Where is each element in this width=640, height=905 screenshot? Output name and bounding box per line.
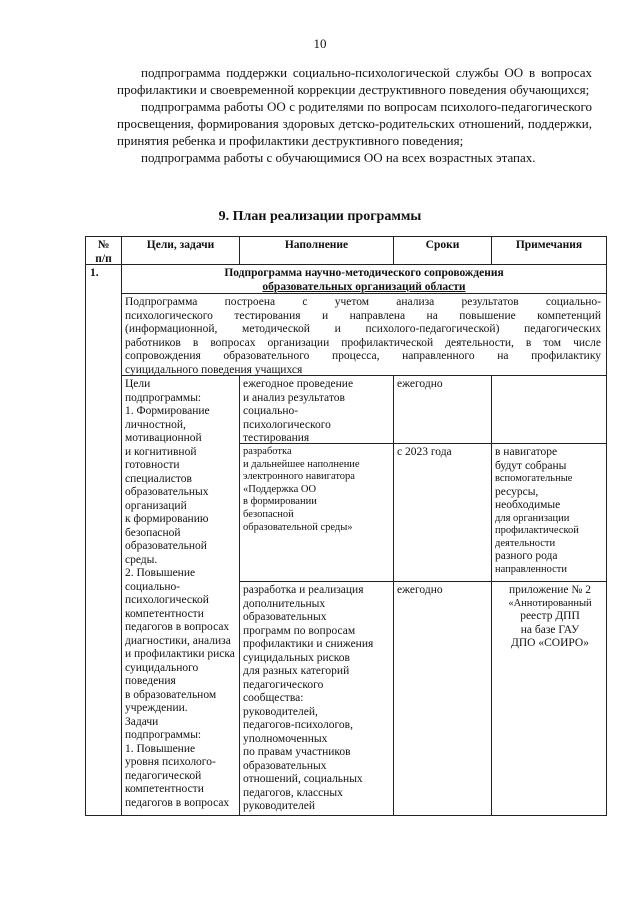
table-border [85,264,607,265]
goals-line: подпрограммы: [125,729,202,741]
goals-line: уровня психолого- [125,756,216,768]
goals-line: компетентности [125,783,204,795]
goals-line: образовательных [125,486,209,498]
table-border [85,815,607,816]
notes-line: разного рода [495,550,558,563]
goals-line: организаций [125,499,187,512]
table-border [606,236,607,816]
notes-line: в навигаторе [495,446,558,458]
notes-line: на базе ГАУ [520,623,580,636]
goals-line: суицидального [125,661,199,674]
notes-line: деятельности [495,537,556,549]
header-terms: Сроки [425,239,460,251]
goals-line: Цели [125,378,151,390]
goals-line: безопасной [125,526,181,539]
goals-line: 1. Формирование [125,405,210,417]
content-line: образовательной среды» [243,521,353,533]
goals-line: поведения [125,675,176,687]
description-line: суицидального поведения учащихся [125,363,303,376]
notes-line: направленности [495,563,568,575]
content-line: программ по вопросам [243,624,356,637]
table-border [85,236,607,237]
goals-line: к формированию [125,513,209,525]
subprogram-title-line: Подпрограмма научно-методического сопровождения [224,267,504,279]
content-line: социально- [243,405,299,417]
content-line: по правам участников [243,746,351,758]
content-line: руководителей [243,800,316,812]
intro-text [117,64,592,166]
content-line: для разных категорий [243,665,350,677]
content-line: уполномоченных [243,732,328,745]
header-number-line: п/п [95,252,112,265]
goals-line: Задачи [125,715,159,728]
goals-line: компетентности [125,607,204,620]
content-line: и анализ результатов [243,391,345,404]
subprogram-title-line: образовательных организаций области [262,280,466,293]
content-line: «Поддержка ОО [243,483,317,495]
notes-line: ДПО «СОИРО» [511,637,589,650]
notes-cell [495,446,605,576]
goals-line: психологической [125,594,209,606]
table-border [239,581,607,582]
notes-line: вспомогательные [495,473,573,484]
goals-line: среды. [125,553,158,566]
notes-line: приложение № 2 [508,584,592,596]
description-line: сопровождения образовательного процесса, направленного на профилактику [125,350,601,362]
goals-line: подпрограммы: [125,391,202,404]
page-number: 10 [313,36,327,51]
table-border [85,236,86,816]
intro-paragraph: подпрограмма работы ОО с родителями по вопросам психолого-педагогического просвещения, формирования здоровых детско-родительских отношений, поддержки, принятия ребенка и профилактики деструктивного поведения; [117,99,592,148]
content-line: суицидальных рисков [243,651,350,664]
goals-line: педагогов в вопросах [125,621,230,633]
goals-line: в образовательном [125,688,217,701]
goals-line: учреждении. [125,702,188,714]
header-number-line: № [97,239,110,251]
notes-line: будут собраны [495,459,567,472]
header-notes: Примечания [515,239,583,251]
goals-line: педагогической [125,769,202,782]
terms-cell: ежегодно [397,584,443,596]
content-line: образовательных [243,611,327,623]
description-line: Подпрограмма построена с учетом анализа результатов социально- [125,296,601,308]
table-border [121,236,122,816]
content-line: и дальнейшее наполнение [243,458,360,470]
goals-line: педагогов в вопросах [125,796,230,809]
content-line: безопасной [243,508,294,520]
table-border [239,375,240,816]
header-number [86,239,121,266]
description-line: работников в вопросах организации профилактической деятельности, в том числе [125,336,601,349]
content-line: руководителей, [243,705,318,718]
content-line: тестирования [243,432,310,444]
description-line: (информационной, методической и психолого-педагогической) педагогических [125,323,601,335]
notes-line: реестр ДПП [520,610,580,623]
subprogram-title [122,267,606,294]
section-title: 9. План реализации программы [218,209,422,224]
content-line: отношений, социальных [243,773,363,785]
content-cell [243,378,391,446]
content-line: педагогов-психологов, [243,719,353,731]
content-line: психологического [243,418,331,431]
content-line: педагогического [243,678,324,691]
content-line: разработка [243,446,292,457]
header-goals: Цели, задачи [146,239,215,251]
intro-paragraph: подпрограмма поддержки социально-психологической службы ОО в вопросах профилактики и своевременной коррекции деструктивного поведения обучающихся; [117,65,592,97]
notes-line: необходимые [495,499,561,512]
content-cell [243,446,391,534]
notes-line: «Аннотированный [508,597,592,609]
content-line: педагогов, классных [243,786,343,799]
content-line: образовательных [243,759,327,772]
goals-line: образовательной [125,540,207,552]
goals-line: личностной, [125,418,186,431]
row-number: 1. [90,267,99,279]
content-line: электронного навигатора [243,471,355,483]
goals-line: специалистов [125,472,192,485]
content-cell [243,584,391,814]
content-line: сообщества: [243,692,304,704]
table-border [491,375,492,816]
goals-line: диагностики, анализа [125,634,231,647]
notes-line: профилактической [495,525,579,537]
notes-line: ресурсы, [495,485,539,498]
table-border [393,375,394,816]
content-line: в формировании [243,496,317,508]
goals-line: и когнитивной [125,445,197,458]
terms-cell: ежегодно [397,378,443,390]
terms-cell: с 2023 года [397,446,452,458]
content-line: разработка и реализация [243,584,364,596]
goals-line: мотивационной [125,432,202,444]
goals-line: 2. Повышение [125,567,196,579]
goals-line: и профилактики риска [125,648,235,660]
notes-line: для организации [495,512,570,524]
header-content: Наполнение [284,239,349,251]
content-line: ежегодное проведение [243,378,354,390]
subprogram-description [125,296,601,377]
goals-tasks-cell [125,378,239,810]
content-line: дополнительных [243,597,326,610]
intro-paragraph: подпрограмма работы с обучающимися ОО на всех возрастных этапах. [141,150,536,165]
content-line: профилактики и снижения [243,638,374,650]
notes-cell [495,584,605,651]
description-line: психологического тестирования и направлена на повышение компетенций [125,309,601,322]
goals-line: 1. Повышение [125,742,196,755]
goals-line: социально- [125,580,181,593]
plan-table [85,236,607,816]
goals-line: готовности [125,459,180,471]
